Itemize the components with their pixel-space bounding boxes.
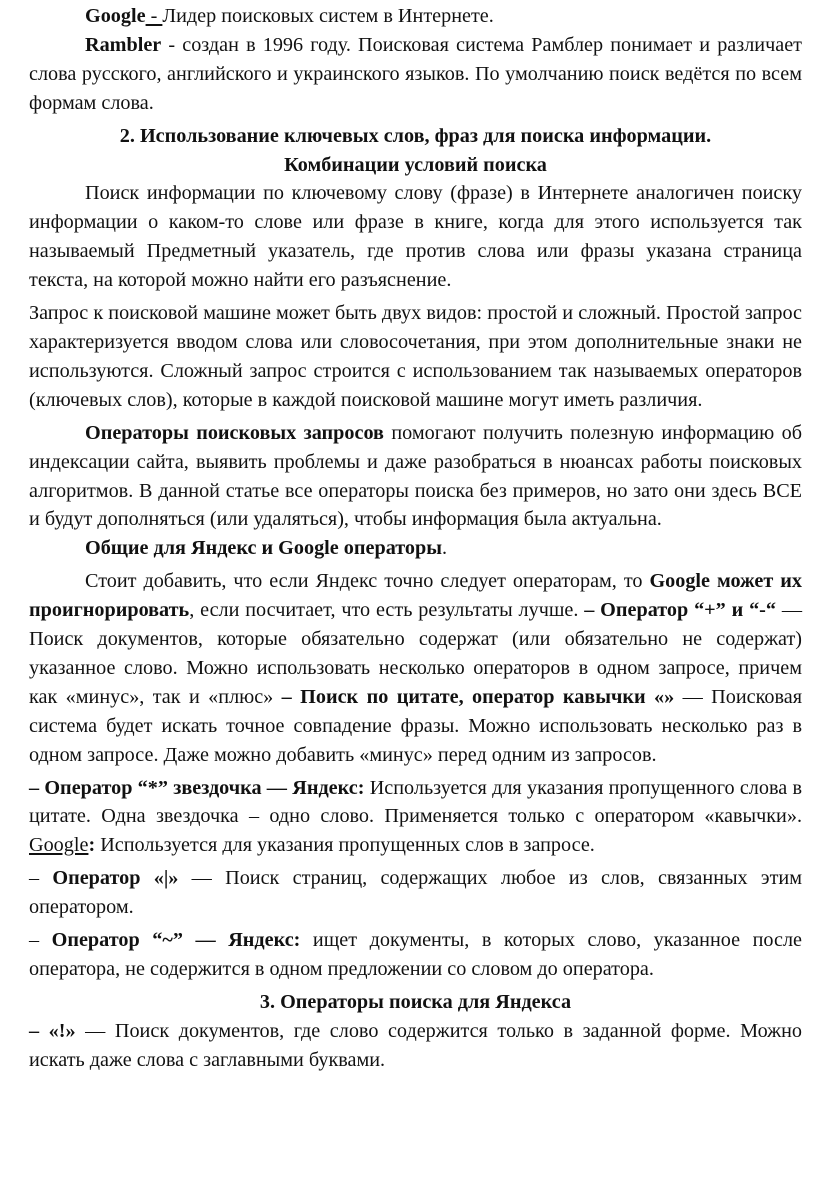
google-link[interactable]: Google: [29, 834, 89, 857]
dash: –: [29, 929, 52, 952]
bold-term: – Оператор “+” и “-“: [584, 599, 776, 622]
bold-term: Оператор «|»: [52, 867, 179, 890]
paragraph-text: - создан в 1996 году. Поисковая система Рамблер понимает и различает слова русского, английского и украинского языков. По умолчанию поиск ведётся по всем формам слова.: [29, 33, 802, 114]
paragraph-text: Лидер поисковых систем в Интернете.: [162, 5, 494, 27]
paragraph-text: — Поиск документов, где слово содержится только в заданной форме. Можно искать даже слова с заглавными буквами.: [29, 1019, 803, 1071]
punctuation: .: [442, 537, 448, 560]
paragraph-plus-minus-quotes: [29, 567, 802, 769]
bold-term: Оператор “~” — Яндекс:: [51, 929, 301, 952]
heading-line: Комбинации условий поиска: [284, 153, 547, 176]
dash: -: [145, 5, 163, 27]
section-heading-2-sub: [29, 151, 802, 180]
paragraph-text: помогают получить полезную информацию об индексации сайта, выявить проблемы и даже разобраться в нюансах работы поисковых алгоритмов. В данной статье все операторы поиска без примеров, но зато они здесь ВСЕ и будут дополняться (или удаляться), чтобы информация была актуальна.: [29, 421, 802, 531]
bold-term: – Оператор “*” звездочка — Яндекс:: [29, 776, 365, 799]
bold-term: Общие для Яндекс и Google операторы: [85, 537, 442, 560]
paragraph-operators-intro: [29, 419, 802, 535]
section-heading-3: [29, 988, 802, 1017]
paragraph-asterisk-operator: [29, 774, 802, 861]
paragraph-exclamation-operator: [29, 1017, 802, 1075]
bold-term: Google может их проигнорировать: [29, 570, 802, 622]
paragraph-query-types: Запрос к поисковой машине может быть двух видов: простой и сложный. Простой запрос характеризуется вводом слова или словосочетания, при этом дополнительные знаки не используются. Сложный запрос строится с использованием так называемых операторов (ключевых слов), которые в каждой поисковой машине могут иметь различия.: [29, 302, 802, 411]
section-heading-2: [29, 122, 802, 151]
paragraph-text: Используется для указания пропущенных слов в запросе.: [95, 834, 595, 857]
bold-term: Операторы поисковых запросов: [85, 421, 384, 444]
paragraph-pipe-operator: [29, 864, 802, 922]
paragraph-text: — Поиск документов, которые обязательно содержат (или обязательно не содержат) указанное слово. Можно использовать несколько операторов в одном запросе, причем как «минус», так и «плюс»: [29, 599, 803, 708]
paragraph-text: Стоит добавить, что если Яндекс точно следует операторам, то: [85, 570, 650, 593]
paragraph-text: — Поисковая система будет искать точное совпадение фразы. Можно использовать несколько раз в одном запросе. Даже можно добавить «минус» перед одним из запросов.: [29, 685, 802, 766]
paragraph-text: ищет документы, в которых слово, указанное после оператора, не содержится в одном предложении со словом до оператора.: [29, 929, 802, 980]
heading-line: 3. Операторы поиска для Яндекса: [259, 990, 572, 1013]
paragraph-keyword-search: Поиск информации по ключевому слову (фразе) в Интернете аналогичен поиску информации о каком-то слове или фразе в книге, когда для этого используется так называемый Предметный указатель, где против слова или фразы указана страница текста, на которой можно найти его разъяснение.: [29, 182, 802, 292]
paragraph-text: — Поиск страниц, содержащих любое из слов, связанных этим оператором.: [29, 867, 802, 919]
bold-term: – Поиск по цитате, оператор кавычки «»: [281, 685, 675, 708]
paragraph-text: Используется для указания пропущенного слова в цитате. Одна звездочка – одно слово. Применяется только с оператором «кавычки».: [29, 776, 802, 828]
paragraph-google: [29, 2, 802, 31]
paragraph-text: , если посчитает, что есть результаты лучше.: [189, 599, 585, 622]
paragraph-rambler: [29, 31, 802, 118]
subheading-common-operators: [29, 534, 802, 563]
term-google: Google: [85, 5, 146, 27]
bold-term: – «!»: [29, 1019, 76, 1042]
dash: –: [29, 867, 53, 890]
document-page: [0, 2, 816, 1193]
term-rambler: Rambler: [85, 33, 162, 56]
heading-line: 2. Использование ключевых слов, фраз для поиска информации.: [119, 124, 712, 147]
paragraph-tilde-operator: [29, 926, 802, 984]
bold-term: :: [88, 834, 96, 857]
